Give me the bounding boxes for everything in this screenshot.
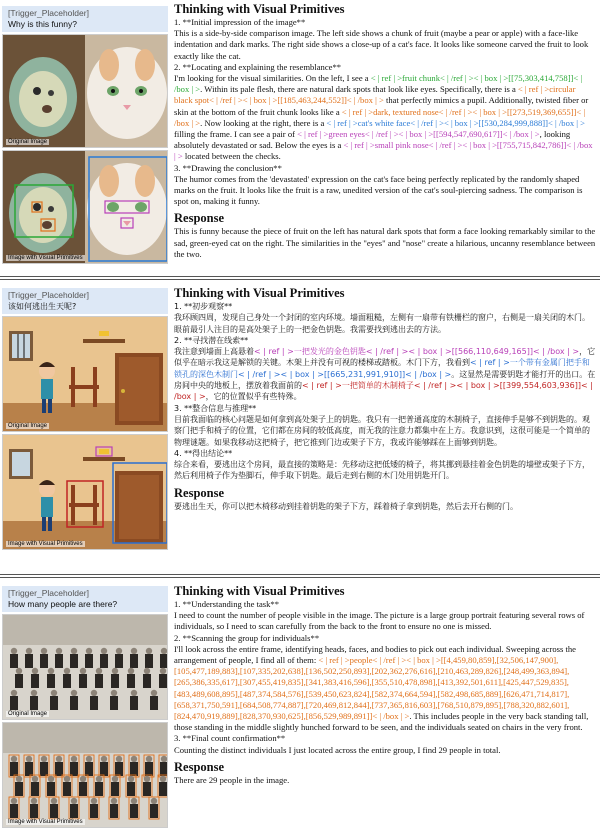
person-figure <box>32 668 38 674</box>
grounding-tag: < | ref | >cat's white face< | /ref | >< | box | >[[530,284,999,888]]< | /box | > <box>326 117 586 128</box>
thinking-text: filling the frame. I can see a pair of <box>174 129 298 140</box>
person-figure <box>26 756 32 762</box>
escape-room-illustration-annotated <box>3 435 168 550</box>
person-figure <box>15 674 23 688</box>
question-box <box>2 6 168 32</box>
person-figure <box>64 668 70 674</box>
section-heading: Thinking with Visual Primitives <box>174 584 345 598</box>
thinking-paragraph <box>174 414 596 448</box>
person-figure <box>161 756 167 762</box>
person-figure <box>150 696 158 710</box>
response-text: There are 29 people in the image. <box>174 774 290 785</box>
person-figure <box>10 696 18 710</box>
person-figure <box>63 782 71 796</box>
person-figure <box>47 782 55 796</box>
person-figure <box>25 654 33 668</box>
person-figure <box>90 804 98 818</box>
thinking-text: located between the checks. <box>182 151 281 162</box>
thinking-text: 2. **寻找潜在线索** <box>174 335 249 345</box>
person-figure <box>41 648 47 654</box>
person-figure <box>111 782 119 796</box>
person-figure <box>85 654 93 668</box>
person-figure <box>47 674 55 688</box>
question-box <box>2 586 168 612</box>
image-caption: Original Image <box>8 139 48 145</box>
person-figure <box>146 756 152 762</box>
person-figure <box>146 648 152 654</box>
person-figure <box>85 762 93 776</box>
thinking-paragraph <box>174 448 596 459</box>
person-figure <box>131 756 137 762</box>
person-figure <box>71 756 77 762</box>
person-figure <box>16 668 22 674</box>
thinking-paragraph <box>174 733 596 744</box>
original-image <box>2 316 168 432</box>
person-figure <box>70 696 78 710</box>
question-text: Why is this funny? <box>8 19 77 29</box>
person-figure <box>71 648 77 654</box>
grounding-tag: < | ref | >一把简单的木制椅子< | /ref | >< | box | >[[399,554,603,936]]< | /box | > <box>174 381 593 402</box>
person-figure <box>91 798 97 804</box>
person-figure <box>41 756 47 762</box>
response-heading: Response <box>174 759 225 774</box>
thinking-text: 1. **初步观察** <box>174 302 233 311</box>
person-figure <box>96 776 102 782</box>
thinking-content <box>174 17 596 207</box>
response-heading: Response <box>174 485 225 500</box>
grounding-tag: < | ref | >small pink nose< | /ref | >< | box | >[[755,715,842,786]]< | /box | > <box>174 140 593 162</box>
person-figure <box>101 756 107 762</box>
person-figure <box>128 776 134 782</box>
original-image <box>2 614 168 720</box>
person-figure <box>11 756 17 762</box>
person-figure <box>143 674 151 688</box>
person-figure <box>111 798 117 804</box>
person-figure <box>30 804 38 818</box>
person-figure <box>31 798 37 804</box>
person-figure <box>143 782 151 796</box>
thinking-paragraph <box>174 28 596 62</box>
thinking-text: , looking absolutely devastated or sad. Below the eyes is a <box>174 129 571 151</box>
person-figure <box>10 762 18 776</box>
person-figure <box>70 762 78 776</box>
thinking-text: 1. **Understanding the task** <box>174 599 280 609</box>
person-figure <box>10 804 18 818</box>
person-figure <box>160 776 166 782</box>
escape-room-illustration <box>3 317 168 432</box>
person-figure <box>90 696 98 710</box>
thinking-text: . This includes people in the very back standing tall, those standing in the middle slightly hunched forward to be seen, and the individuals seated on chairs in the very front. <box>174 711 589 733</box>
example-panel-cat <box>0 0 600 276</box>
person-figure <box>50 696 58 710</box>
person-figure <box>131 798 137 804</box>
response-text: 要逃出生天，你可以把木椅移动到挂着钥匙的架子下方，踩着椅子拿到钥匙，然后去开右侧的门。 <box>174 501 518 511</box>
annotated-image <box>2 434 168 550</box>
person-figure <box>112 776 118 782</box>
thinking-text: 3. **Final count confirmation** <box>174 733 286 744</box>
person-figure <box>32 776 38 782</box>
person-figure <box>86 756 92 762</box>
thinking-paragraph <box>174 599 596 610</box>
person-figure <box>127 782 135 796</box>
person-figure <box>26 648 32 654</box>
person-figure <box>145 762 153 776</box>
thinking-paragraph <box>174 312 596 335</box>
person-figure <box>16 776 22 782</box>
thinking-paragraph <box>174 163 596 174</box>
thinking-paragraph <box>174 335 596 346</box>
thinking-paragraph <box>174 745 596 756</box>
thinking-content <box>174 599 596 756</box>
thinking-paragraph <box>174 174 596 208</box>
person-figure <box>115 762 123 776</box>
person-figure <box>80 668 86 674</box>
person-figure <box>111 690 117 696</box>
thinking-paragraph <box>174 459 596 482</box>
thinking-text: 2. **Locating and explaining the resemblance** <box>174 61 342 72</box>
thinking-paragraph <box>174 644 596 734</box>
person-figure <box>71 798 77 804</box>
person-figure <box>11 648 17 654</box>
person-figure <box>131 690 137 696</box>
person-figure <box>40 654 48 668</box>
original-image <box>2 34 168 148</box>
question-text: 该如何逃出生天呢? <box>8 302 77 311</box>
thinking-text: This is a side-by-side comparison image. The left side shows a chunk of fruit (maybe a pear or apple) with a face-like indentation and dark marks. The right side shows a close-up of a cat's face. It looks like someone carved the fruit to look exactly like the cat. <box>174 28 589 61</box>
trigger-placeholder: [Trigger_Placeholder] <box>8 8 89 18</box>
annotated-image <box>2 722 168 828</box>
person-figure <box>100 654 108 668</box>
grounding-tag: < | ref | >一把发光的金色钥匙< | /ref | >< | box | >[[566,110,649,165]]< | /box | > <box>254 347 580 357</box>
panel-divider <box>0 574 600 578</box>
person-figure <box>15 782 23 796</box>
thinking-text: 综合来看，要逃出这个房间，最直接的策略是：先移动这把低矮的椅子，将其挪到悬挂着金色钥匙的墙壁或架子下方，然后利用椅子作为垫脚石，伸手取下钥匙。最后走到右侧的木门处用钥匙开门。 <box>174 460 590 481</box>
person-figure <box>160 654 168 668</box>
person-figure <box>56 648 62 654</box>
person-figure <box>55 654 63 668</box>
person-figure <box>151 690 157 696</box>
person-figure <box>159 674 167 688</box>
image-caption: Image with Visual Primitives <box>8 255 83 261</box>
thinking-text: . Within its pale flesh, there are natural dark spots that look like eyes. Specifically, there is a <box>200 84 518 95</box>
person-figure <box>91 690 97 696</box>
person-figure <box>25 762 33 776</box>
person-figure <box>11 798 17 804</box>
thinking-paragraph <box>174 610 596 632</box>
image-caption: Image with Visual Primitives <box>8 541 83 548</box>
person-figure <box>144 668 150 674</box>
person-figure <box>161 648 167 654</box>
thinking-text: 3. **整合信息与推理** <box>174 403 257 413</box>
person-figure <box>80 776 86 782</box>
person-figure <box>111 674 119 688</box>
person-figure <box>10 654 18 668</box>
thinking-text: I need to count the number of people visible in the image. The picture is a large group portrait featuring several rows of individuals, so I need to scan carefully from the back to the front to ensure no one is missed. <box>174 610 585 632</box>
thinking-text: 目前我面临的核心问题是如何拿到高处架子上的钥匙。我只有一把普通高度的木制椅子，直接伸手是够不到钥匙的。观察门把手和椅子的位置，它们都在房间的较低高度，而无我的注意力都集中在上方。我意识到，这很可能是一个简单的物理谜题。如果我移动这把椅子，把它推到门边或架子下方，我或许能够踩在上面够到钥匙。 <box>174 414 590 447</box>
group-portrait-photo-annotated <box>3 723 168 828</box>
person-figure <box>115 654 123 668</box>
thinking-text: 2. **Scanning the group for individuals** <box>174 632 320 643</box>
person-figure <box>71 690 77 696</box>
thinking-paragraph <box>174 301 596 312</box>
thinking-text: Counting the distinct individuals I just located across the entire group, I find 29 people in total. <box>174 744 501 755</box>
person-figure <box>48 668 54 674</box>
fruit-and-cat-photo-annotated <box>3 151 168 264</box>
thinking-paragraph <box>174 17 596 28</box>
question-box <box>2 288 168 314</box>
thinking-text: I'm looking for the visual similarities. On the left, I see a <box>174 73 371 84</box>
person-figure <box>40 762 48 776</box>
person-figure <box>50 804 58 818</box>
person-figure <box>96 668 102 674</box>
person-figure <box>63 674 71 688</box>
person-figure <box>150 804 158 818</box>
person-figure <box>145 654 153 668</box>
thinking-text: that perfectly mimics a pupil. Additionally, twisted fiber or skin at the bottom of the fruit chunk looks like a <box>174 95 589 117</box>
thinking-paragraph <box>174 346 596 402</box>
person-figure <box>86 648 92 654</box>
person-figure <box>130 654 138 668</box>
thinking-text: ，它的位置似乎有些特殊。 <box>205 392 302 402</box>
person-figure <box>51 690 57 696</box>
person-figure <box>101 648 107 654</box>
response-heading: Response <box>174 211 225 226</box>
person-figure <box>127 674 135 688</box>
person-figure <box>95 674 103 688</box>
thinking-text: I'll look across the entire frame, identifying heads, faces, and bodies to pick out each individual. Sweeping across the arrangement of people, I find all of them: <box>174 643 576 666</box>
fruit-and-cat-photo <box>3 35 168 148</box>
trigger-placeholder: [Trigger_Placeholder] <box>8 588 89 598</box>
person-figure <box>151 798 157 804</box>
annotated-image <box>2 150 168 264</box>
thinking-text: ，它似乎在暗示我这是解锁的关键。木架上并没有可视的楼梯或踏板。木门下方，我看到 <box>174 347 596 368</box>
person-figure <box>112 668 118 674</box>
image-caption: Original Image <box>8 423 48 430</box>
person-figure <box>51 798 57 804</box>
person-figure <box>11 690 17 696</box>
section-heading: Thinking with Visual Primitives <box>174 286 345 300</box>
example-panel-group-photo <box>0 580 600 829</box>
person-figure <box>110 804 118 818</box>
person-figure <box>130 804 138 818</box>
image-caption: Image with Visual Primitives <box>8 819 83 825</box>
thinking-text: 4. **得出结论** <box>174 448 233 458</box>
person-figure <box>159 782 167 796</box>
grounding-tag: < | ref | >green eyes< | /ref | >< | box | >[[594,547,690,617]]< | /box | > <box>297 129 540 140</box>
thinking-content <box>174 301 596 482</box>
person-figure <box>55 762 63 776</box>
trigger-placeholder: [Trigger_Placeholder] <box>8 290 89 300</box>
thinking-text: 。这显然是需要钥匙才能打开的出口。在房间中央的地板上，摆放着我面前的 <box>174 369 596 391</box>
person-figure <box>131 648 137 654</box>
panel-divider <box>0 276 600 280</box>
grounding-tag: < | ref | >一个带有金属门把手和锁孔的深色木制门< | /ref | >< | box | >[[665,231,991,910]]< | /box | > <box>174 358 590 379</box>
person-figure <box>95 782 103 796</box>
person-figure <box>160 762 168 776</box>
person-figure <box>70 804 78 818</box>
example-panel-escape-room <box>0 282 600 572</box>
person-figure <box>31 690 37 696</box>
grounding-tag: < | ref | >dark, textured nose< | /ref | >< | box | >[[273,519,369,655]]< | /box | > <box>174 106 586 128</box>
thinking-paragraph <box>174 73 596 163</box>
grounding-tag: < | ref | >fruit chunk< | /ref | >< | box | >[[75,303,414,758]]< | /box | > <box>174 73 583 95</box>
person-figure <box>144 776 150 782</box>
thinking-text: 1. **Initial impression of the image** <box>174 17 306 27</box>
person-figure <box>64 776 70 782</box>
person-figure <box>130 762 138 776</box>
group-portrait-photo <box>3 615 168 720</box>
thinking-text: . Now looking at the right, there is a <box>200 117 327 128</box>
person-figure <box>116 648 122 654</box>
thinking-text: 我环顾四周，发现自己身处一个封闭的室内环境。墙面粗糙，左侧有一扇带有铁栅栏的窗户，右侧是一扇关闭的木门。眼前最引人注目的是高处架子上的一把金色钥匙。我需要找到逃出去的方法。 <box>174 313 590 334</box>
person-figure <box>79 674 87 688</box>
person-figure <box>70 654 78 668</box>
person-figure <box>30 696 38 710</box>
person-figure <box>31 782 39 796</box>
thinking-paragraph <box>174 403 596 414</box>
person-figure <box>31 674 39 688</box>
image-caption: Original Image <box>8 711 48 717</box>
thinking-paragraph <box>174 633 596 644</box>
person-figure <box>100 762 108 776</box>
section-heading: Thinking with Visual Primitives <box>174 2 345 16</box>
person-figure <box>110 696 118 710</box>
grounding-tag: < | ref | >people< | /ref | >< | box | >[[4,459,80,859],[32,506,147,900],[105,477,189,883],[107,335,202,638],[136,502,250,893],[202,362,276,616],[210,463,289,826],[248,499,363,894],[265,386,335,617],[307,455,419,835],[341,383,416,596],[355,510,478,898],[413,392,501,611],[425,447,529,835],[483,489,608,895],[487,374,584,576],[539,450,623,824],[582,374,664,594],[582,498,685,889],[626,471,714,817],[658,371,750,591],[684,508,774,887],[720,469,812,844],[737,365,816,603],[768,510,879,895],[788,320,882,601],[824,470,919,889],[828,370,930,625],[856,529,989,891]]< | /box | > <box>174 655 570 722</box>
person-figure <box>56 756 62 762</box>
thinking-text: The humor comes from the 'devastated' expression on the cat's face being perfectly replicated by the randomly shaped marks on the fruit. It looks like the fruit is a raw, unedited version of the cat's soul-piercing sadness. The comparison is spot on, making it funny. <box>174 173 583 207</box>
thinking-text: 3. **Drawing the conclusion** <box>174 162 282 173</box>
response-text: This is funny because the piece of fruit on the left has natural dark spots that form a face looking remarkably similar to the sad, green-eyed cat on the right. The similarities in the "eyes" and "nose" create a hilarious, uncanny resemblance between the two. <box>174 226 596 259</box>
person-figure <box>116 756 122 762</box>
person-figure <box>160 668 166 674</box>
grounding-tag: < | ref | >circular black spot< | /ref | >< | box | >[[185,463,244,552]]< | /box | > <box>174 84 576 106</box>
thinking-text: 我注意到墙面上高悬着 <box>174 347 254 357</box>
person-figure <box>130 696 138 710</box>
person-figure <box>48 776 54 782</box>
person-figure <box>128 668 134 674</box>
question-text: How many people are there? <box>8 599 118 609</box>
person-figure <box>79 782 87 796</box>
thinking-paragraph <box>174 62 596 73</box>
